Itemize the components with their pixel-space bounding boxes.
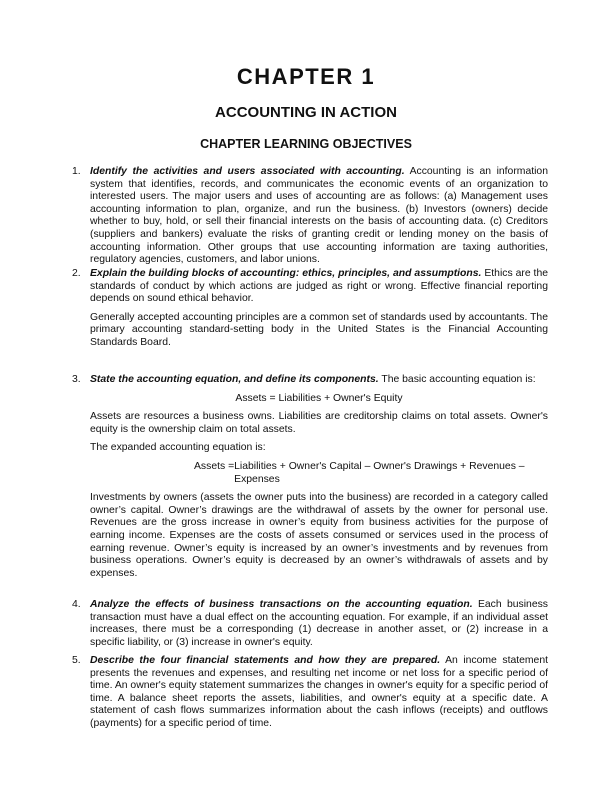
objective-text: Each business transaction must have a dual effect on the accounting equation. For example, if an individual asset increases, there must be a corresponding (1) decrease in another asset, or (2) increase in a specific liability, or (3) increase in owner's equity. xyxy=(90,599,548,648)
objective-lead: State the accounting equation, and define its components. xyxy=(90,374,379,385)
objective-item-3 xyxy=(72,374,548,580)
objective-item-2 xyxy=(72,268,548,350)
chapter-subtitle: ACCOUNTING IN ACTION xyxy=(215,104,397,121)
objective-number: 3. xyxy=(72,374,81,385)
basic-equation: Assets = Liabilities + Owner's Equity xyxy=(235,392,403,404)
objective-number: 2. xyxy=(72,268,81,279)
objective-paragraph xyxy=(90,166,548,267)
objective-list-3 xyxy=(72,374,548,580)
objective-paragraph-4: Investments by owners (assets the owner puts into the business) are recorded in a category called owner’s capital. Owner’s drawings are the withdrawal of assets by the owner for personal use. Revenues are the gross increase in owner’s equity from business activities for the purpose of earning income. Expenses are the costs of assets consumed or services used in the process of earning revenue. Owner’s equity is increased by an owner’s investments and by revenues from business operations. Owner’s equity is decreased by an owner’s withdrawals of assets and by expenses. xyxy=(90,492,548,579)
objective-text: An income statement presents the revenues and expenses, and resulting net income or net loss for a specific period of time. An owner's equity statement summarizes the changes in owner's equity for a specific period of time. A balance sheet reports the assets, liabilities, and owner's equity at a specific date. A statement of cash flows summarizes information about the cash inflows (receipts) and outflows (payments) for a specific period of time. xyxy=(90,655,549,729)
objective-paragraph xyxy=(90,599,548,649)
objective-text: Ethics are the standards of conduct by which actions are judged as right or wrong. Effective financial reporting depends on sound ethical behavior. xyxy=(90,268,549,305)
objective-number: 5. xyxy=(72,655,81,666)
objective-text: Accounting is an information system that identifies, records, and communicates the economic events of an organization to interested users. The major users and uses of accounting are as follows: (a) Management uses accounting information to plan, organize, and run the business. (b) Investors (owners) decide whether to buy, hold, or sell their financial interests on the basis of accounting data. (c) Creditors (suppliers and bankers) evaluate the risks of granting credit or lending money on the basis of accounting information. Other groups that use accounting information are taxing authorities, regulatory agencies, customers, and labor unions. xyxy=(90,166,548,266)
objective-lead: Analyze the effects of business transactions on the accounting equation. xyxy=(90,599,473,610)
objective-number: 1. xyxy=(72,166,81,177)
chapter-title: CHAPTER 1 xyxy=(236,64,376,89)
objective-paragraph xyxy=(90,374,548,387)
objective-text: The basic accounting equation is: xyxy=(378,374,536,385)
objective-paragraph-2: Assets are resources a business owns. Liabilities are creditorship claims on total assets. Owner's equity is the ownership claim on total assets. xyxy=(90,411,548,435)
objective-list-4 xyxy=(72,599,548,649)
objective-item-4 xyxy=(72,599,548,649)
objective-lead: Explain the building blocks of accounting: ethics, principles, and assumptions. xyxy=(90,268,482,279)
objective-paragraph xyxy=(90,268,548,306)
objective-number: 4. xyxy=(72,599,81,610)
expanded-equation xyxy=(194,461,548,486)
expanded-equation-rhs: Liabilities + Owner's Capital – Owner's Drawings + Revenues – Expenses xyxy=(234,460,525,485)
section-title: CHAPTER LEARNING OBJECTIVES xyxy=(200,137,412,151)
objective-item-1 xyxy=(72,166,548,267)
objective-paragraph-2: Generally accepted accounting principles are a common set of standards used by accountants. The primary accounting standard-setting body in the United States is the Financial Accounting Standards Board. xyxy=(90,311,548,348)
objective-paragraph xyxy=(90,655,548,731)
objective-item-5 xyxy=(72,655,548,731)
objective-paragraph-3: The expanded accounting equation is: xyxy=(90,442,266,454)
expanded-equation-lhs: Assets = xyxy=(194,460,235,472)
objective-lead: Identify the activities and users associated with accounting. xyxy=(90,166,405,177)
objective-lead: Describe the four financial statements and how they are prepared. xyxy=(90,655,441,666)
objective-list-1 xyxy=(72,166,548,267)
objective-list-2 xyxy=(72,268,548,350)
objective-list-5 xyxy=(72,655,548,731)
